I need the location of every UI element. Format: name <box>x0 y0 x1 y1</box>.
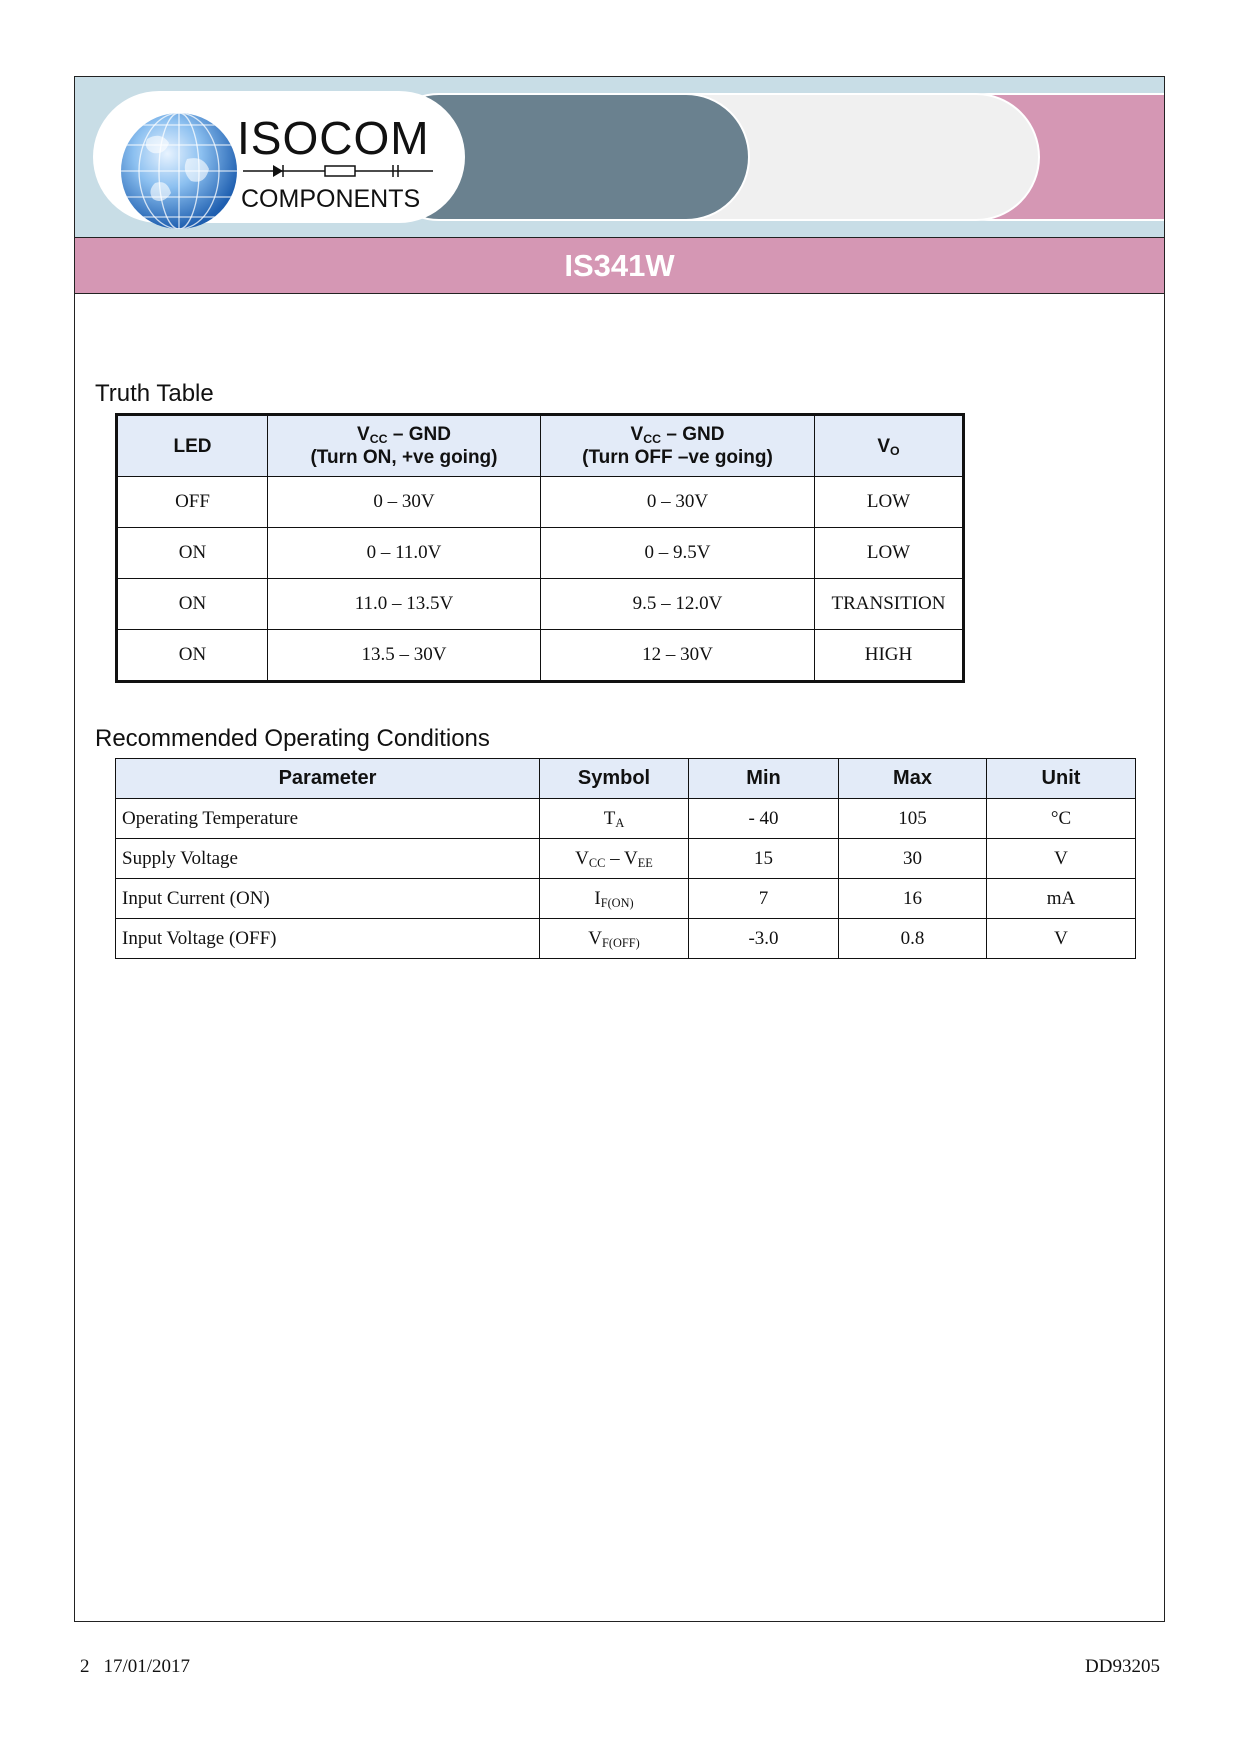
cell-vo: LOW <box>815 477 964 528</box>
truth-table <box>115 413 965 683</box>
cell-symbol: $V_{CC} - V_{EE}$ <box>540 839 689 879</box>
cell-symbol: $T_A$ <box>540 799 689 839</box>
logo-title: ISOCOM <box>237 112 430 164</box>
table-row <box>117 579 964 630</box>
cell-parameter: Input Current (ON) <box>116 879 540 919</box>
col-header-turn-off: $V_{CC}$ – GND (Turn OFF –ve going) <box>541 415 815 477</box>
cell-min: 7 <box>689 879 839 919</box>
cell-vo: LOW <box>815 528 964 579</box>
page-number: 2 <box>80 1656 90 1677</box>
document-id: DD93205 <box>1085 1656 1160 1677</box>
cell-turn-on: 0 – 11.0V <box>268 528 541 579</box>
cell-turn-off: 0 – 30V <box>541 477 815 528</box>
col-header-symbol: Symbol <box>540 759 689 799</box>
cell-led: ON <box>117 579 268 630</box>
cell-unit: V <box>987 839 1136 879</box>
cell-min: - 40 <box>689 799 839 839</box>
table-row <box>116 799 1136 839</box>
part-number-banner <box>75 238 1164 294</box>
cell-turn-on: 11.0 – 13.5V <box>268 579 541 630</box>
cell-symbol: $I_{F(ON)}$ <box>540 879 689 919</box>
truth-table-heading: Truth Table <box>95 380 214 407</box>
cell-min: -3.0 <box>689 919 839 959</box>
operating-conditions-header-row <box>116 759 1136 799</box>
col-header-vo: $V_O$ <box>815 415 964 477</box>
col-header-parameter: Parameter <box>116 759 540 799</box>
cell-max: 105 <box>839 799 987 839</box>
cell-unit: °C <box>987 799 1136 839</box>
cell-turn-off: 0 – 9.5V <box>541 528 815 579</box>
cell-max: 0.8 <box>839 919 987 959</box>
circuit-symbol-icon <box>243 162 433 180</box>
cell-max: 16 <box>839 879 987 919</box>
cell-turn-off: 12 – 30V <box>541 630 815 682</box>
col-header-min: Min <box>689 759 839 799</box>
cell-unit: mA <box>987 879 1136 919</box>
cell-turn-off: 9.5 – 12.0V <box>541 579 815 630</box>
cell-symbol: $V_{F(OFF)}$ <box>540 919 689 959</box>
cell-turn-on: 0 – 30V <box>268 477 541 528</box>
header-banner <box>75 77 1164 238</box>
part-number: IS341W <box>564 248 675 283</box>
cell-vo: HIGH <box>815 630 964 682</box>
table-row <box>117 528 964 579</box>
table-row <box>116 839 1136 879</box>
table-row <box>116 879 1136 919</box>
globe-icon <box>117 109 241 233</box>
footer-date: 17/01/2017 <box>103 1656 191 1677</box>
cell-parameter: Operating Temperature <box>116 799 540 839</box>
table-row <box>117 630 964 682</box>
cell-led: ON <box>117 630 268 682</box>
cell-led: ON <box>117 528 268 579</box>
col-header-led: LED <box>117 415 268 477</box>
col-header-turn-on: $V_{CC}$ – GND (Turn ON, +ve going) <box>268 415 541 477</box>
truth-table-header-row <box>117 415 964 477</box>
logo-container <box>93 91 465 223</box>
cell-led: OFF <box>117 477 268 528</box>
cell-turn-on: 13.5 – 30V <box>268 630 541 682</box>
cell-unit: V <box>987 919 1136 959</box>
cell-min: 15 <box>689 839 839 879</box>
col-header-max: Max <box>839 759 987 799</box>
footer-left <box>80 1656 190 1678</box>
cell-parameter: Supply Voltage <box>116 839 540 879</box>
table-row <box>117 477 964 528</box>
table-row <box>116 919 1136 959</box>
operating-conditions-table <box>115 758 1136 959</box>
cell-max: 30 <box>839 839 987 879</box>
col-header-unit: Unit <box>987 759 1136 799</box>
logo-subtitle: COMPONENTS <box>241 185 421 213</box>
cell-vo: TRANSITION <box>815 579 964 630</box>
operating-conditions-heading: Recommended Operating Conditions <box>95 725 490 752</box>
cell-parameter: Input Voltage (OFF) <box>116 919 540 959</box>
